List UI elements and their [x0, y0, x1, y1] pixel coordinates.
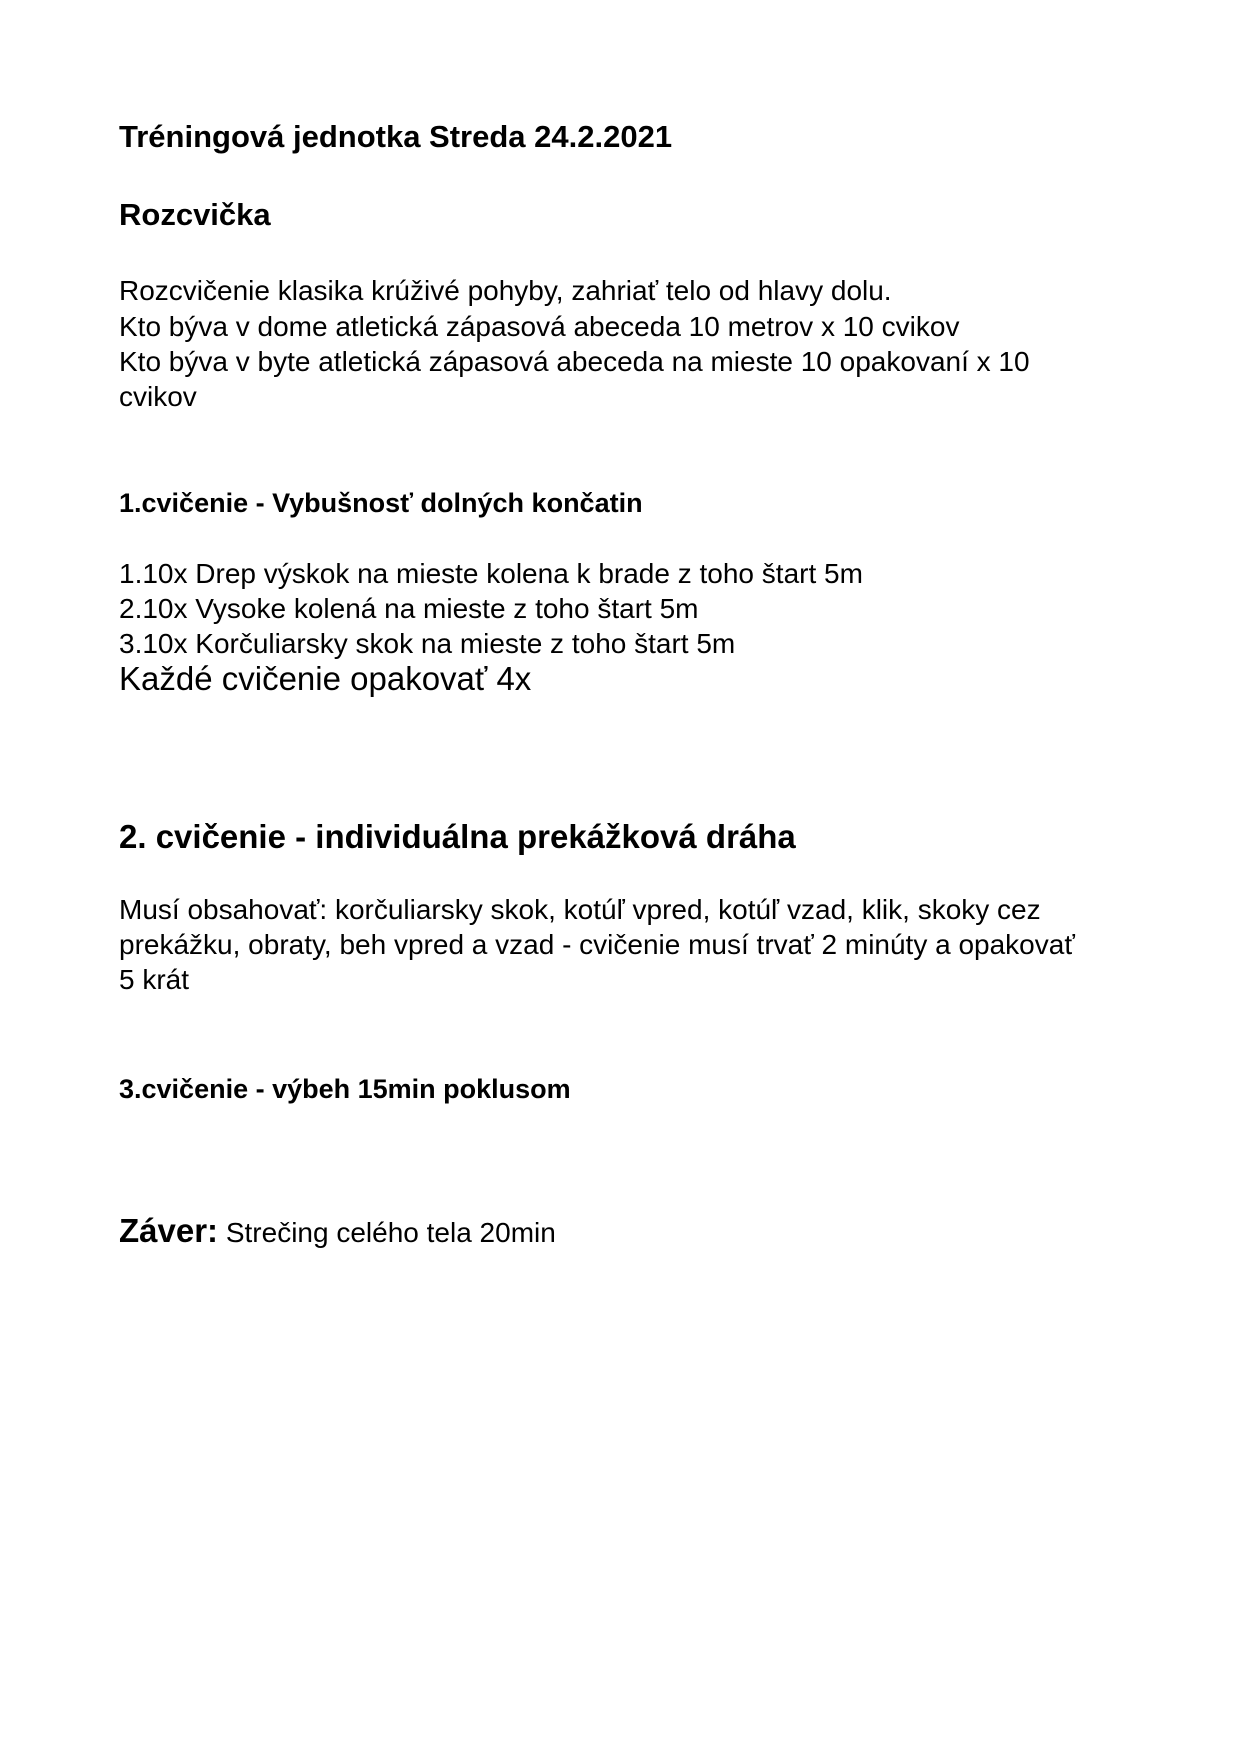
warmup-line: Kto býva v byte atletická zápasová abeceda na mieste 10 opakovaní x 10 [119, 346, 1030, 377]
conclusion-line [119, 1212, 556, 1250]
exercise1-note: Každé cvičenie opakovať 4x [119, 660, 532, 697]
exercise2-line: 5 krát [119, 964, 190, 995]
conclusion-label: Záver: [119, 1212, 219, 1249]
conclusion-text: Strečing celého tela 20min [218, 1217, 556, 1248]
warmup-line: Kto býva v dome atletická zápasová abeceda 10 metrov x 10 cvikov [119, 311, 960, 342]
exercise2-line: Musí obsahovať: korčuliarsky skok, kotúľ vpred, kotúľ vzad, klik, skoky cez [119, 894, 1041, 925]
exercise2-heading: 2. cvičenie - individuálna prekážková dráha [119, 818, 796, 855]
document-title: Tréningová jednotka Streda 24.2.2021 [119, 119, 673, 154]
exercise1-item: 1.10x Drep výskok na mieste kolena k brade z toho štart 5m [119, 558, 863, 589]
exercise3-heading: 3.cvičenie - výbeh 15min poklusom [119, 1074, 571, 1104]
exercise1-item: 2.10x Vysoke kolená na mieste z toho štart 5m [119, 593, 699, 624]
warmup-heading: Rozcvička [119, 197, 271, 232]
exercise1-item: 3.10x Korčuliarsky skok na mieste z toho štart 5m [119, 628, 736, 659]
exercise1-heading: 1.cvičenie - Vybušnosť dolných končatin [119, 488, 643, 518]
warmup-line: Rozcvičenie klasika krúživé pohyby, zahriať telo od hlavy dolu. [119, 275, 892, 306]
warmup-line: cvikov [119, 381, 197, 412]
exercise2-line: prekážku, obraty, beh vpred a vzad - cvičenie musí trvať 2 minúty a opakovať [119, 929, 1075, 960]
